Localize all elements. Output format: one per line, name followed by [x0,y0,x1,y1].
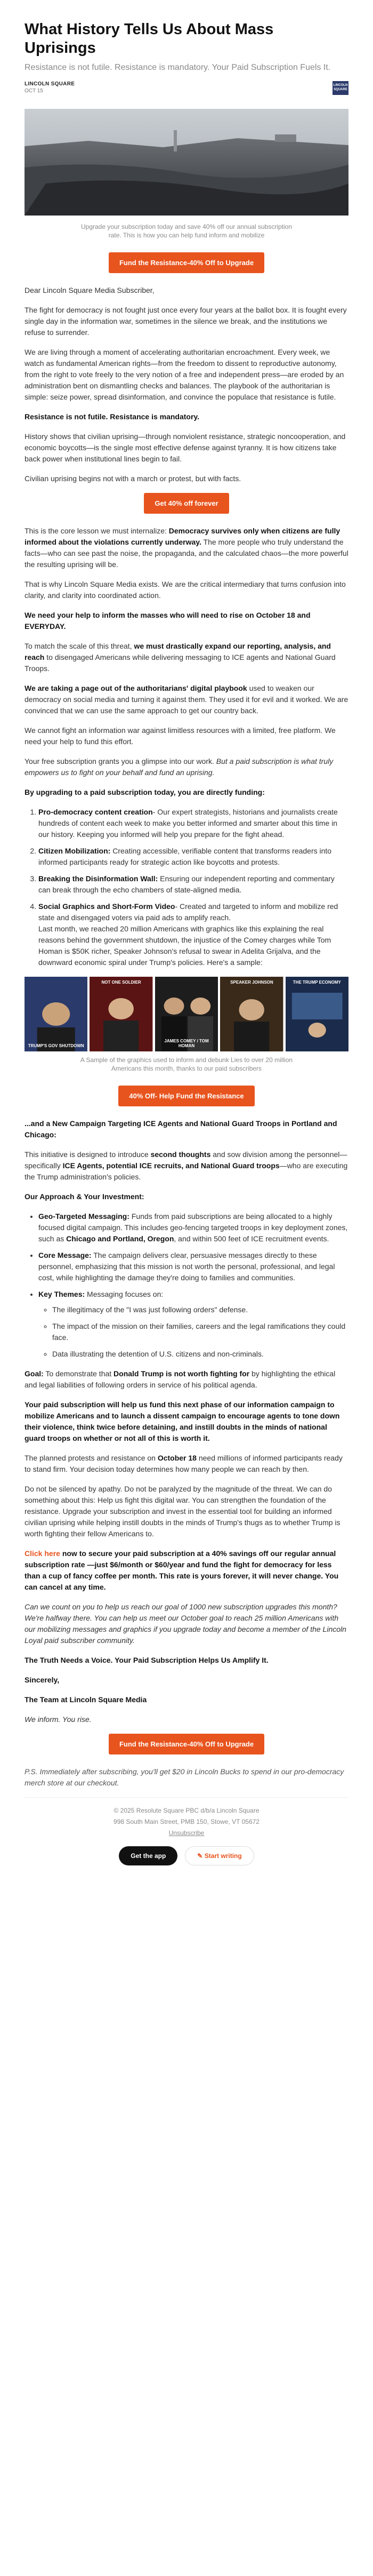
get-40-off-button[interactable]: Get 40% off forever [144,493,229,514]
list-item-title: Breaking the Disinformation Wall: [38,874,158,883]
text-span: and sow division among the personnel—specifically [25,1150,347,1170]
fund-resistance-button[interactable]: 40% Off- Help Fund the Resistance [118,1086,254,1106]
bold-span: We are taking a page out of the authoritarians' digital playbook [25,684,247,692]
paragraph: Civilian uprising begins not with a march or protest, but with facts. [25,474,241,483]
text-span: to disengaged Americans while delivering messaging to ICE agents and National Guard Troops. [25,653,336,673]
list-item-text: - Created and targeted to inform and mobilize red state and disengaged voters via paid ads to amplify reach. [38,902,338,922]
hero-caption: Upgrade your subscription today and save 40% off our annual subscription rate. This is how you can help fund inform and mobilize [80,223,293,239]
text-span: This is the core lesson we must internalize: [25,527,169,535]
bold-statement: The Truth Needs a Voice. Your Paid Subscription Helps Us Amplify It. [25,1656,269,1664]
hero-crowd-image [25,109,348,216]
bold-span: second thoughts [150,1150,211,1159]
campaign-heading: ...and a New Campaign Targeting ICE Agents and National Guard Troops in Portland and Chicago: [25,1119,337,1139]
get-app-button[interactable]: Get the app [119,1846,177,1865]
text-span: The more people who truly understand the facts—who can see past the noise, the propaganda, and the calculated chaos—the more powerful the resulting uprising will be. [25,538,348,569]
publication-logo[interactable]: LINCOLN SQUARE [333,81,348,95]
text-span: This initiative is designed to introduce [25,1150,151,1159]
list-item [38,1289,348,1360]
list-item [38,846,348,868]
post-title: What History Tells Us About Mass Uprisings [25,21,274,57]
list-item [38,1250,348,1283]
paragraph: The fight for democracy is not fought just once every four years at the ballot box. It is fought every single day in the information war, sometimes in the silence we break, and the institutions we refuse to surrender. [25,306,347,337]
paragraph [25,1149,348,1183]
list-item-title: Social Graphics and Short-Form Video [38,902,175,911]
collage-tile [286,977,348,1051]
signature: The Team at Lincoln Square Media [25,1695,147,1704]
publication-name[interactable]: LINCOLN SQUARE [25,81,75,87]
start-writing-button[interactable] [185,1846,254,1865]
graphics-collage [25,977,348,1051]
post-subtitle: Resistance is not futile. Resistance is mandatory. Your Paid Subscription Fuels It. [25,63,331,72]
pen-icon: ✎ [197,1852,205,1860]
list-item-title: Citizen Mobilization: [38,847,111,855]
bold-span: Democracy survives only when citizens are fully informed about the violations currently underway. [25,527,340,546]
text-span: The planned protests and resistance on [25,1454,158,1462]
unsubscribe-link[interactable]: Unsubscribe [168,1829,205,1837]
bold-statement: We need your help to inform the masses who will need to rise on October 18 and EVERYDAY. [25,611,311,631]
bold-span: October 18 [157,1454,197,1462]
collage-headline: THE TRUMP ECONOMY [293,980,341,985]
paragraph: History shows that civilian uprising—through nonviolent resistance, strategic noncooperation, and economic boycotts—is the single most effective defense against tyranny. It is how citizens take back power when institutional lines begin to fail. [25,432,346,463]
collage-headline: SPEAKER JOHNSON [230,980,273,985]
paragraph [25,1548,348,1593]
start-writing-label: Start writing [204,1852,242,1860]
text-span: To demonstrate that [43,1369,114,1378]
text-span: —who are executing the Trump administration's policies. [25,1161,348,1181]
text-span: by highlighting the ethical and legal liabilities of following orders in service of his political agenda. [25,1369,336,1389]
bold-statement: By upgrading to a paid subscription today, you are directly funding: [25,788,265,796]
list-item-text: - Our expert strategists, historians and journalists create hundreds of content each week to make you better informed and smarter about this time in our history. Keeping you informed will help you prepare for the fight ahead. [38,808,338,839]
footer-copyright: © 2025 Resolute Square PBC d/b/a Lincoln Square [113,1807,260,1814]
footer-address: 998 South Main Street, PMB 150, Stowe, VT 05672 [113,1818,260,1825]
post-meta [25,81,348,95]
list-item-title: Core Message: [38,1251,92,1259]
collage-tile [220,977,283,1051]
collage-tile [25,977,87,1051]
collage-headline: TRUMP'S GOV SHUTDOWN [28,1043,84,1048]
paragraph [25,756,348,778]
newsletter-page [25,0,348,1865]
list-item [38,807,348,840]
collage-tile [90,977,152,1051]
list-item-title: Geo-Targeted Messaging: [38,1212,129,1221]
bold-span: Goal: [25,1369,44,1378]
bold-span: Chicago and Portland, Oregon [66,1234,174,1243]
post-date: OCT 15 [25,88,43,94]
themes-list [38,1304,348,1360]
bold-span: ICE Agents, potential ICE recruits, and National Guard troops [62,1161,280,1170]
list-item [38,873,348,896]
collage-headline: JAMES COMEY / TOM HOMAN [164,1039,209,1048]
paragraph: We are living through a moment of accelerating authoritarian encroachment. Every week, we watch as fundamental American rights—from the freedom to dissent to reproductive autonomy, from the right to vote freely to the very notion of a free and independent press—are eroded by an administration bent on dismantling checks and balances. The playbook of the authoritarian is simple: seize power, spread disinformation, and convince the populace that resistance is futile. [25,348,344,401]
bold-span: now to secure your paid subscription at a 40% savings off our regular annual subscription rate —just $6/month or $60/year and fund the fight for democracy for less than a cup of fancy coffee per month. This rate is yours forever, it will never change. You can cancel at any time. [25,1549,339,1591]
paragraph [25,1453,348,1475]
upgrade-button-top[interactable]: Fund the Resistance-40% Off to Upgrade [109,252,264,273]
list-item [38,901,348,968]
collage-caption: A Sample of the graphics used to inform and debunk Lies to over 20 million Americans this month, thanks to our paid subscribers [80,1056,293,1072]
postscript: P.S. Immediately after subscribing, you'll get $20 in Lincoln Bucks to spend in our pro-democracy merch store at our checkout. [25,1767,344,1787]
list-item [38,1211,348,1245]
greeting: Dear Lincoln Square Media Subscriber, [25,286,155,294]
list-item-text: Creating accessible, verifiable content that transforms readers into informed participants ready for strategic action like boycotts and protests. [38,847,332,866]
footer-actions [25,1846,348,1865]
list-item: ◦ The illegitimacy of the "I was just following orders" defense. [52,1304,348,1315]
approach-heading: Our Approach & Your Investment: [25,1192,144,1201]
paragraph: We cannot fight an information war against limitless resources with a limited, free platform. We need your help to fund this effort. [25,726,336,746]
text-span: To match the scale of this threat, [25,642,134,650]
paragraph [25,525,348,570]
list-item-text: Messaging focuses on: [85,1290,164,1298]
bold-span: we must drastically expand our reporting, analysis, and reach [25,642,331,661]
list-item: ◦ Data illustrating the detention of U.S. citizens and non-criminals. [52,1349,348,1360]
list-item-text: The campaign delivers clear, persuasive messages directly to these personnel, emphasizing that this mission is not worth the personal, professional, and legal cost, while highlighting the damage they're doing to families and communities. [38,1251,335,1282]
tagline: We inform. You rise. [25,1715,92,1724]
bold-statement: Resistance is not futile. Resistance is mandatory. [25,412,200,421]
paragraph: Do not be silenced by apathy. Do not be paralyzed by the magnitude of the threat. We can do something about this: Help us fight this digital war. You can strengthen the foundation of the resistance. Upgrade your subscription and invest in the essential tool for building an informed civilian uprising while helping instill doubts in the minds of Trump's thugs as to whether Trump is worth fighting their fellow Americans to. [25,1485,340,1538]
list-item-text: , and within 500 feet of ICE recruitment events. [174,1234,329,1243]
paragraph [25,1368,348,1391]
list-item-text: Ensuring our independent reporting and commentary can break through the echo chambers of state-aligned media. [38,874,335,894]
paragraph: Can we count on you to help us reach our goal of 1000 new subscription upgrades this month? We're halfway there. You can help us meet our October goal to reach 25 million Americans with our mobilizing messages and graphics if you upgrade today and become a member of the Lincoln Loyal paid subscriber community. [25,1602,346,1645]
funding-list [25,807,348,968]
list-item-title: Pro-democracy content creation [38,808,153,816]
footer [25,1797,348,1865]
sign-off: Sincerely, [25,1676,60,1684]
paragraph [25,683,348,716]
click-here-link[interactable]: Click here [25,1549,60,1558]
italic-span: But a paid subscription is what truly empowers us to fight on your behalf and fund an uprising. [25,757,334,777]
bold-statement: Your paid subscription will help us fund this next phase of our information campaign to mobilize Americans and to launch a dissent campaign to encourage agents to tone down their violence, think twice before detaining, and instill doubts in the minds of national guard troops on whether or not all of this is worth it. [25,1400,340,1442]
text-span: need millions of informed participants ready to stand firm. Your decision today determines how many people we can reach by then. [25,1454,343,1473]
list-item: ◦ The impact of the mission on their families, careers and the legal ramifications they could face. [52,1321,348,1343]
text-span: Your free subscription grants you a glimpse into our work. [25,757,216,765]
collage-headline: NOT ONE SOLDIER [101,980,141,985]
upgrade-button-bottom[interactable]: Fund the Resistance-40% Off to Upgrade [109,1734,264,1754]
approach-list [25,1211,348,1360]
list-item-text: Funds from paid subscriptions are being allocated to a highly focused digital campaign. This includes geo-fencing targeted troops in key deployment zones, such as [38,1212,348,1243]
bold-span: Donald Trump is not worth fighting for [113,1369,250,1378]
paragraph [25,641,348,674]
list-item-title: Key Themes: [38,1290,85,1298]
collage-tile [155,977,218,1051]
list-item-extra: Last month, we reached 20 million Americans with graphics like this explaining the real reasons behind the government shutdown, the injustice of the Comey charges while Tom Homan is $50K richer, Speaker Johnson's refusal to swear in Adelita Grijalva, and the downward economic spiral under Trump's policies. Here's a sample: [38,924,331,967]
text-span: used to weaken our democracy on social media and turning it against them. They used it for evil and it worked. We are convinced that we can use the same approach to get our country back. [25,684,348,715]
paragraph: That is why Lincoln Square Media exists. We are the critical intermediary that turns confusion into clarity, and clarity into coordinated action. [25,580,346,600]
